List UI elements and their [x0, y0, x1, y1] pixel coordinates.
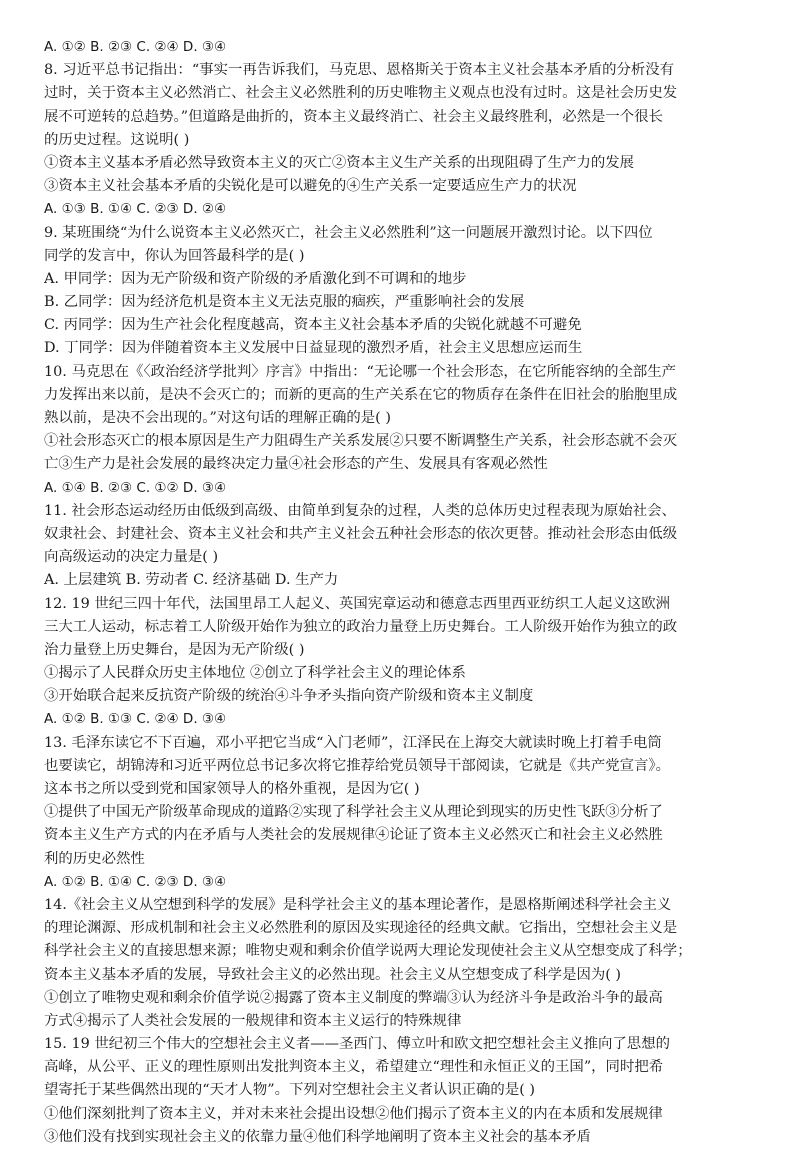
text-line: ③开始联合起来反抗资产阶级的统治④斗争矛头指向资产阶级和资本主义制度: [44, 688, 534, 705]
text-line: 方式④揭示了人类社会发展的一般规律和资本主义运行的特殊规律: [44, 1012, 462, 1029]
text-line: 这本书之所以受到党和国家领导人的格外重视，是因为它( ): [44, 781, 420, 797]
text-line: 望寄托于某些偶然出现的“天才人物”。下列对空想社会主义者认识正确的是( ): [44, 1082, 536, 1099]
text-line: ①社会形态灭亡的根本原因是生产力阻碍生产关系发展②只要不断调整生产关系，社会形态就不会灭: [44, 433, 678, 450]
answer-options-line: A. ①③ B. ①④ C. ②③ D. ②④: [44, 201, 227, 218]
answer-options-line: A. ①④ B. ②③ C. ①② D. ③④: [44, 479, 227, 496]
text-line: 也要读它，胡锦涛和习近平两位总书记多次将它推荐给党员领导干部阅读，它就是《共产党宣言》。: [44, 757, 670, 774]
text-line: 13. 毛泽东读它不下百遍，邓小平把它当成“入门老师”，江泽民在上海交大就读时晚上打着手电筒: [44, 734, 662, 751]
text-line: 力发挥出来以前，是决不会灭亡的；而新的更高的生产关系在它的物质存在条件在旧社会的胎胞里成: [44, 386, 678, 403]
text-line: 利的历史必然性: [44, 850, 145, 867]
text-line: A. 上层建筑 B. 劳动者 C. 经济基础 D. 生产力: [44, 572, 339, 589]
text-line: 展不可逆转的总趋势。”但道路是曲折的，资本主义最终消亡、社会主义最终胜利，必然是一个很长: [44, 108, 663, 125]
text-line: 的历史过程。这说明( ): [44, 131, 190, 148]
answer-options-line: A. ①② B. ①③ C. ②④ D. ③④: [44, 711, 227, 728]
text-line: 治力量登上历史舞台，是因为无产阶级( ): [44, 641, 305, 658]
text-line: 9. 某班围绕“为什么说资本主义必然灭亡，社会主义必然胜利”这一问题展开激烈讨论。以下四位: [44, 224, 653, 241]
text-line: 10. 马克思在《〈政治经济学批判〉序言》中指出：“无论哪一个社会形态，在它所能容纳的全部生产: [44, 363, 677, 380]
text-line: 三大工人运动，标志着工人阶级开始作为独立的政治力量登上历史舞台。工人阶级开始作为独立的政: [44, 618, 678, 635]
question-text-block: [44, 36, 774, 1149]
text-line: ①资本主义基本矛盾必然导致资本主义的灭亡②资本主义生产关系的出现阻碍了生产力的发展: [44, 154, 635, 171]
text-line: ③资本主义社会基本矛盾的尖锐化是可以避免的④生产关系一定要适应生产力的状况: [44, 178, 577, 195]
answer-options-line: A. ①② B. ①④ C. ②③ D. ③④: [44, 873, 227, 890]
text-line: 15. 19 世纪初三个伟大的空想社会主义者——圣西门、傅立叶和欧文把空想社会主义推向了思想的: [44, 1036, 670, 1053]
text-line: 高峰，从公平、正义的理性原则出发批判资本主义，希望建立“理性和永恒正义的王国”，同时把希: [44, 1059, 664, 1076]
text-line: 科学社会主义的直接思想来源；唯物史观和剩余价值学说两大理论发现使社会主义从空想变成了科学；: [44, 943, 692, 960]
text-line: 14.《社会主义从空想到科学的发展》是科学社会主义的基本理论著作，是恩格斯阐述科学社会主义: [44, 896, 672, 913]
text-line: 8. 习近平总书记指出：“事实一再告诉我们，马克思、恩格斯关于资本主义社会基本矛盾的分析没有: [44, 62, 675, 79]
text-line: 资本主义生产方式的内在矛盾与人类社会的发展规律④论证了资本主义必然灭亡和社会主义必然胜: [44, 827, 663, 844]
text-line: 11. 社会形态运动经历由低级到高级、由简单到复杂的过程，人类的总体历史过程表现为原始社会、: [44, 502, 676, 519]
text-line: ①他们深刻批判了资本主义，并对未来社会提出设想②他们揭示了资本主义的内在本质和发展规律: [44, 1105, 663, 1122]
text-line: B. 乙同学：因为经济危机是资本主义无法克服的痼疾，严重影响社会的发展: [44, 294, 525, 311]
text-line: 熟以前，是决不会出现的。”对这句话的理解正确的是( ): [44, 410, 391, 426]
text-line: C. 丙同学：因为生产社会化程度越高，资本主义社会基本矛盾的尖锐化就越不可避免: [44, 317, 582, 334]
text-line: 亡③生产力是社会发展的最终决定力量④社会形态的产生、发展具有客观必然性: [44, 456, 548, 473]
text-line: 资本主义基本矛盾的发展，导致社会主义的必然出现。社会主义从空想变成了科学是因为( ): [44, 966, 622, 983]
text-line: ①创立了唯物史观和剩余价值学说②揭露了资本主义制度的弊端③认为经济斗争是政治斗争的最高: [44, 989, 663, 1006]
text-line: 奴隶社会、封建社会、资本主义社会和共产主义社会五种社会形态的依次更替。推动社会形态由低级: [44, 525, 678, 542]
text-line: 的理论渊源、形成机制和社会主义必然胜利的原因及实现途径的经典文献。它指出，空想社会主义是: [44, 920, 678, 937]
text-line: 过时，关于资本主义必然消亡、社会主义必然胜利的历史唯物主义观点也没有过时。这是社会历史发: [44, 85, 678, 102]
text-line: 向高级运动的决定力量是( ): [44, 549, 219, 566]
text-line: ①提供了中国无产阶级革命现成的道路②实现了科学社会主义从理论到现实的历史性飞跃③分析了: [44, 804, 663, 821]
text-line: D. 丁同学：因为伴随着资本主义发展中日益显现的激烈矛盾，社会主义思想应运而生: [44, 340, 583, 357]
answer-options-line: A. ①② B. ②③ C. ②④ D. ③④: [44, 39, 227, 55]
text-line: A. 甲同学：因为无产阶级和资产阶级的矛盾激化到不可调和的地步: [44, 270, 467, 287]
text-line: ③他们没有找到实现社会主义的依靠力量④他们科学地阐明了资本主义社会的基本矛盾: [44, 1128, 591, 1145]
text-line: ①揭示了人民群众历史主体地位 ②创立了科学社会主义的理论体系: [44, 665, 466, 682]
text-line: 12. 19 世纪三四十年代，法国里昂工人起义、英国宪章运动和德意志西里西亚纺织工人起义这欧洲: [44, 595, 670, 612]
text-line: 同学的发言中，你认为回答最科学的是( ): [44, 247, 305, 264]
